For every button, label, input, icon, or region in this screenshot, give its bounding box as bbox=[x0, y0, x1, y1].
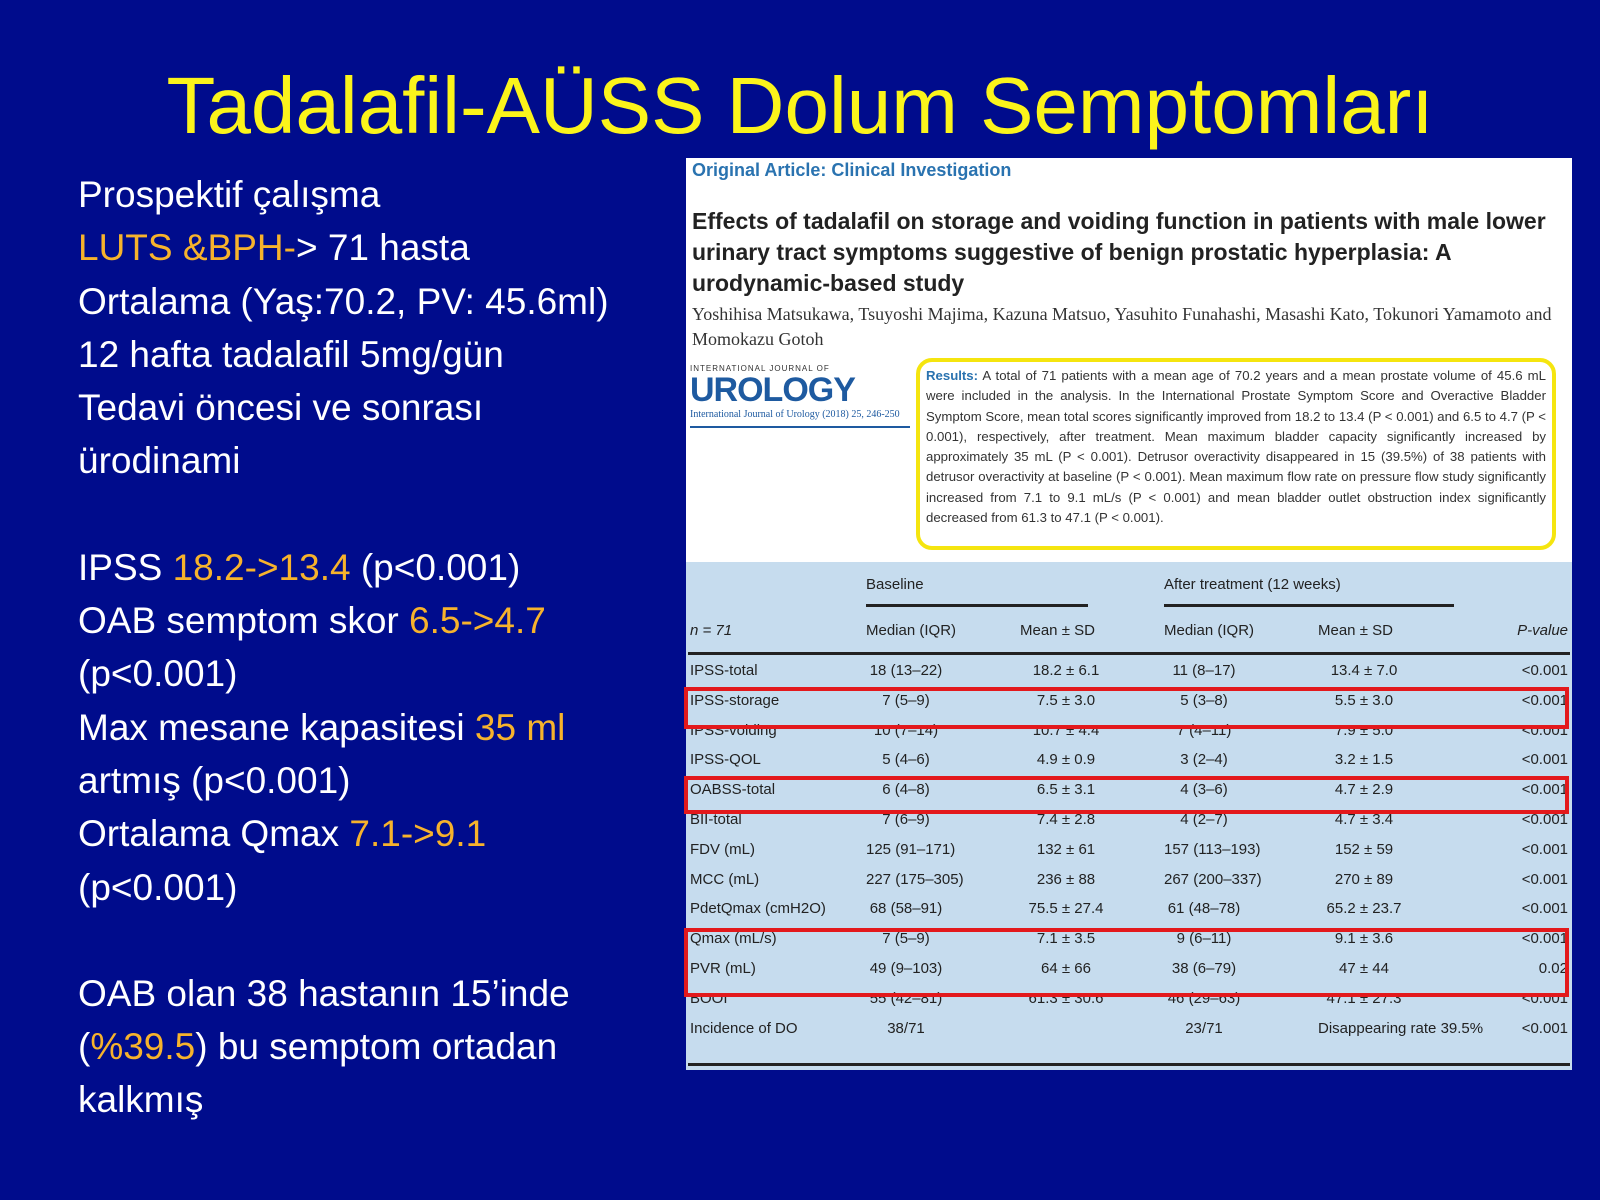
capacity-line: Max mesane kapasitesi 35 ml bbox=[78, 706, 566, 748]
p-value: <0.001 bbox=[1521, 900, 1568, 918]
ipss-line: IPSS 18.2->13.4 (p<0.001) bbox=[78, 546, 521, 588]
p-value: 0.02 bbox=[1538, 960, 1568, 977]
row-label: PVR (mL) bbox=[690, 960, 756, 977]
after-median: 5 (3–8) bbox=[1180, 691, 1228, 709]
demographics-line: Ortalama (Yaş:70.2, PV: 45.6ml) bbox=[78, 280, 609, 322]
after-median: 9 (6–11) bbox=[1176, 930, 1232, 948]
header-mean-after: Mean ± SD bbox=[1318, 622, 1393, 639]
header-p-value: P-value bbox=[1517, 622, 1568, 639]
urodynamics-line-2: ürodinami bbox=[78, 440, 241, 482]
p-value: <0.001 bbox=[1521, 691, 1568, 709]
baseline-mean: 75.5 ± 27.4 bbox=[1028, 900, 1104, 918]
row-label: IPSS-total bbox=[690, 662, 758, 679]
after-median: 157 (113–193) bbox=[1164, 840, 1261, 858]
after-mean: 9.1 ± 3.6 bbox=[1334, 930, 1394, 948]
results-text: A total of 71 patients with a mean age of 70.2 years and a mean prostate volume of 45.6 mL were included in the analysis. In the International Prostate Symptom Score and Overactive Bladder Symptom Score, mean total scores significantly improved from 18.2 to 13.4 (P < 0.001) and 6.5 to 4.7 (P < 0.001), respectively, after treatment. Mean maximum bladder capacity significantly increased by approximately 35 mL (P < 0.001). Detrusor overactivity disappeared in 15 (39.5%) of 38 patients with detrusor overactivity at baseline (P < 0.001). Mean maximum flow rate on pressure flow study significantly increased from 7.1 to 9.1 mL/s (P < 0.001) and mean bladder outlet obstruction index significantly decreased from 61.3 to 47.1 (P < 0.001). bbox=[926, 368, 1547, 526]
p-value: <0.001 bbox=[1521, 781, 1568, 799]
baseline-median: 68 (58–91) bbox=[869, 900, 943, 918]
baseline-mean: 7.4 ± 2.8 bbox=[1036, 811, 1096, 828]
after-median: 38 (6–79) bbox=[1171, 960, 1237, 977]
after-mean: 4.7 ± 3.4 bbox=[1334, 811, 1394, 828]
after-mean: 3.2 ± 1.5 bbox=[1334, 751, 1394, 769]
after-median: 3 (2–4) bbox=[1180, 751, 1228, 769]
row-label: Qmax (mL/s) bbox=[690, 930, 777, 948]
table-row bbox=[686, 835, 1572, 865]
baseline-median: 10 (7–14) bbox=[873, 721, 939, 739]
p-value: <0.001 bbox=[1521, 751, 1568, 769]
baseline-median: 55 (42–81) bbox=[869, 989, 943, 1007]
dosage-line: 12 hafta tadalafil 5mg/gün bbox=[78, 333, 504, 375]
header-n: n = 71 bbox=[690, 622, 733, 639]
p-value: <0.001 bbox=[1521, 721, 1568, 739]
after-mean: 270 ± 89 bbox=[1334, 870, 1394, 888]
baseline-median: 6 (4–8) bbox=[882, 781, 930, 799]
p-value: <0.001 bbox=[1521, 989, 1568, 1007]
after-median: 61 (48–78) bbox=[1167, 900, 1241, 918]
after-median: 4 (2–7) bbox=[1180, 811, 1228, 828]
p-value: <0.001 bbox=[1521, 840, 1568, 858]
baseline-mean: 4.9 ± 0.9 bbox=[1036, 751, 1096, 769]
row-label: PdetQmax (cmH2O) bbox=[690, 900, 826, 918]
table-row bbox=[686, 865, 1572, 895]
results-highlight-box bbox=[916, 358, 1556, 550]
baseline-median: 7 (6–9) bbox=[882, 811, 930, 828]
after-median: 7 (4–11) bbox=[1176, 721, 1232, 739]
header-median-baseline: Median (IQR) bbox=[866, 622, 957, 639]
capacity-p-line: artmış (p<0.001) bbox=[78, 759, 351, 801]
row-label: IPSS-storage bbox=[690, 691, 780, 709]
slide-title: Tadalafil-AÜSS Dolum Semptomları bbox=[166, 61, 1434, 150]
after-mean: 152 ± 59 bbox=[1334, 840, 1394, 858]
row-label: Incidence of DO bbox=[690, 1019, 798, 1037]
after-mean: Disappearing rate 39.5% bbox=[1318, 1019, 1484, 1037]
after-median: 46 (29–63) bbox=[1167, 989, 1241, 1007]
study-type: Prospektif çalışma bbox=[78, 174, 381, 215]
article-excerpt bbox=[686, 158, 1572, 562]
row-label: BOOI bbox=[690, 989, 728, 1007]
results-table bbox=[686, 562, 1572, 1070]
baseline-mean: 18.2 ± 6.1 bbox=[1032, 662, 1100, 679]
row-label: OABSS-total bbox=[690, 781, 776, 799]
baseline-mean: 6.5 ± 3.1 bbox=[1036, 781, 1096, 799]
qmax-p-line: (p<0.001) bbox=[78, 866, 238, 908]
row-label: MCC (mL) bbox=[690, 870, 760, 888]
baseline-mean: 236 ± 88 bbox=[1036, 870, 1096, 888]
urodynamics-line-1: Tedavi öncesi ve sonrası bbox=[78, 387, 484, 429]
qmax-line: Ortalama Qmax 7.1->9.1 bbox=[78, 813, 487, 855]
after-mean: 47.1 ± 27.3 bbox=[1326, 989, 1402, 1007]
header-baseline: Baseline bbox=[866, 576, 924, 593]
do-line-2: (%39.5) bu semptom ortadan bbox=[78, 1026, 558, 1068]
baseline-mean: 61.3 ± 30.6 bbox=[1028, 989, 1104, 1007]
header-after-treatment: After treatment (12 weeks) bbox=[1164, 576, 1341, 593]
oab-p-line: (p<0.001) bbox=[78, 653, 238, 695]
table-row bbox=[686, 1014, 1572, 1044]
header-mean-baseline: Mean ± SD bbox=[1020, 622, 1095, 639]
oab-line: OAB semptom skor 6.5->4.7 bbox=[78, 600, 546, 642]
article-title: Effects of tadalafil on storage and voiding function in patients with male lower urinary tract symptoms suggestive of benign prostatic hyperplasia: A urodynamic-based study bbox=[692, 208, 1546, 296]
baseline-mean: 7.1 ± 3.5 bbox=[1036, 930, 1096, 948]
baseline-median: 227 (175–305) bbox=[866, 870, 964, 888]
after-mean: 7.9 ± 5.0 bbox=[1334, 721, 1394, 739]
baseline-median: 7 (5–9) bbox=[882, 691, 930, 709]
row-label: BII-total bbox=[690, 811, 742, 828]
baseline-mean: 64 ± 66 bbox=[1041, 960, 1091, 977]
after-median: 23/71 bbox=[1185, 1019, 1223, 1037]
do-line-3: kalkmış bbox=[78, 1079, 204, 1121]
after-median: 267 (200–337) bbox=[1164, 870, 1262, 888]
luts-bph-highlight: LUTS &BPH- bbox=[78, 227, 296, 269]
p-value: <0.001 bbox=[1521, 662, 1568, 679]
highlight-oabss-total bbox=[684, 776, 1569, 814]
results-label: Results: bbox=[926, 368, 979, 383]
baseline-median: 7 (5–9) bbox=[882, 930, 930, 948]
highlight-ipss-storage bbox=[684, 687, 1569, 729]
after-mean: 65.2 ± 23.7 bbox=[1326, 900, 1402, 918]
table-row bbox=[686, 745, 1572, 775]
row-label: IPSS-voiding bbox=[690, 721, 777, 739]
baseline-median: 5 (4–6) bbox=[882, 751, 930, 769]
header-median-after: Median (IQR) bbox=[1164, 622, 1255, 639]
article-authors: Yoshihisa Matsukawa, Tsuyoshi Majima, Kazuna Matsuo, Yasuhito Funahashi, Masashi Kato, Tokunori Yamamoto and Momokazu Gotoh bbox=[692, 304, 1552, 349]
journal-logo: INTERNATIONAL JOURNAL OF UROLOGY International Journal of Urology (2018) 25, 246-250 bbox=[690, 364, 910, 428]
summary-text bbox=[78, 168, 678, 1127]
table-row bbox=[686, 656, 1572, 686]
baseline-mean: 10.7 ± 4.4 bbox=[1032, 721, 1100, 739]
p-value: <0.001 bbox=[1521, 870, 1568, 888]
after-median: 11 (8–17) bbox=[1172, 662, 1236, 679]
baseline-mean: 132 ± 61 bbox=[1036, 840, 1096, 858]
baseline-mean: 7.5 ± 3.0 bbox=[1036, 691, 1096, 709]
p-value: <0.001 bbox=[1521, 1019, 1568, 1037]
table-row bbox=[686, 894, 1572, 924]
baseline-median: 49 (9–103) bbox=[869, 960, 943, 977]
article-category: Original Article: Clinical Investigation bbox=[692, 160, 1012, 180]
do-line-1: OAB olan 38 hastanın 15’inde bbox=[78, 972, 570, 1014]
baseline-median: 18 (13–22) bbox=[869, 662, 943, 679]
highlight-qmax-pvr bbox=[684, 928, 1569, 997]
after-mean: 5.5 ± 3.0 bbox=[1334, 691, 1394, 709]
patients-line: LUTS &BPH-> 71 hasta bbox=[78, 227, 470, 269]
row-label: FDV (mL) bbox=[690, 840, 755, 858]
p-value: <0.001 bbox=[1521, 930, 1568, 948]
baseline-median: 38/71 bbox=[887, 1019, 925, 1037]
after-mean: 4.7 ± 2.9 bbox=[1334, 781, 1394, 799]
row-label: IPSS-QOL bbox=[690, 751, 761, 769]
after-mean: 47 ± 44 bbox=[1339, 960, 1389, 977]
p-value: <0.001 bbox=[1521, 811, 1568, 828]
baseline-median: 125 (91–171) bbox=[866, 840, 956, 858]
after-median: 4 (3–6) bbox=[1180, 781, 1228, 799]
after-mean: 13.4 ± 7.0 bbox=[1330, 662, 1398, 679]
